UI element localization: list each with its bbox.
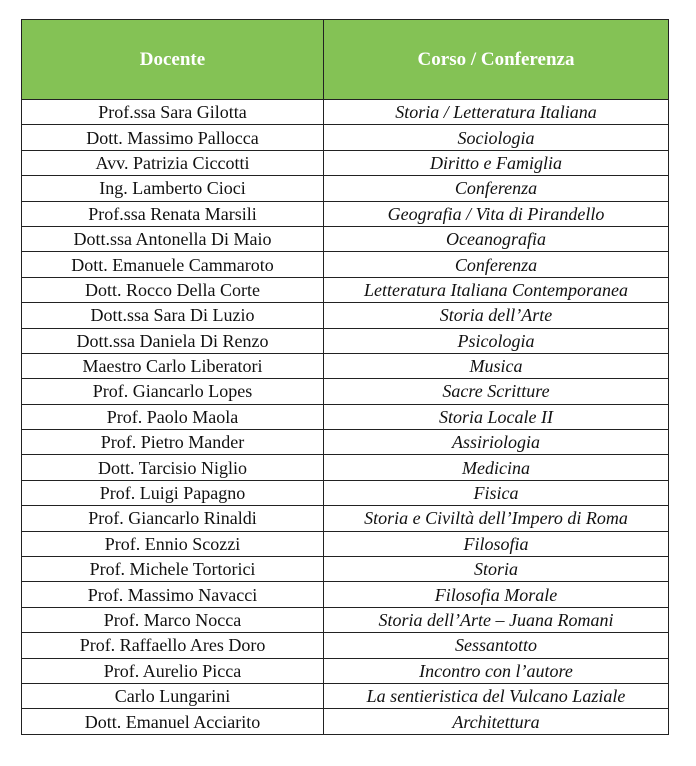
course-cell: Storia dell’Arte	[324, 303, 669, 328]
teachers-table-container	[21, 19, 668, 735]
table-row	[22, 633, 669, 658]
course-cell: Filosofia Morale	[324, 582, 669, 607]
table-row	[22, 176, 669, 201]
course-cell: Diritto e Famiglia	[324, 150, 669, 175]
table-row	[22, 328, 669, 353]
course-cell: Conferenza	[324, 252, 669, 277]
table-row	[22, 506, 669, 531]
teacher-name-cell: Dott. Emanuel Acciarito	[22, 709, 324, 734]
course-cell: Storia dell’Arte – Juana Romani	[324, 607, 669, 632]
course-cell: Storia Locale II	[324, 404, 669, 429]
table-row	[22, 226, 669, 251]
course-cell: Fisica	[324, 480, 669, 505]
teachers-table	[21, 19, 669, 735]
teacher-name-cell: Prof. Giancarlo Rinaldi	[22, 506, 324, 531]
table-row	[22, 150, 669, 175]
table-header-row	[22, 20, 669, 100]
table-row	[22, 353, 669, 378]
teacher-name-cell: Prof. Luigi Papagno	[22, 480, 324, 505]
course-cell: Conferenza	[324, 176, 669, 201]
table-row	[22, 531, 669, 556]
table-row	[22, 557, 669, 582]
course-cell: Architettura	[324, 709, 669, 734]
header-docente: Docente	[22, 20, 324, 100]
teacher-name-cell: Dott. Massimo Pallocca	[22, 125, 324, 150]
course-cell: Storia e Civiltà dell’Impero di Roma	[324, 506, 669, 531]
teacher-name-cell: Prof. Massimo Navacci	[22, 582, 324, 607]
table-row	[22, 430, 669, 455]
table-row	[22, 252, 669, 277]
teacher-name-cell: Prof. Michele Tortorici	[22, 557, 324, 582]
course-cell: Oceanografia	[324, 226, 669, 251]
teacher-name-cell: Dott. Rocco Della Corte	[22, 277, 324, 302]
table-row	[22, 658, 669, 683]
course-cell: La sentieristica del Vulcano Laziale	[324, 683, 669, 708]
teacher-name-cell: Prof. Marco Nocca	[22, 607, 324, 632]
table-row	[22, 404, 669, 429]
teacher-name-cell: Avv. Patrizia Ciccotti	[22, 150, 324, 175]
table-row	[22, 582, 669, 607]
teacher-name-cell: Dott.ssa Sara Di Luzio	[22, 303, 324, 328]
table-row	[22, 100, 669, 125]
table-row	[22, 683, 669, 708]
table-row	[22, 709, 669, 734]
teacher-name-cell: Prof. Pietro Mander	[22, 430, 324, 455]
teacher-name-cell: Prof. Raffaello Ares Doro	[22, 633, 324, 658]
table-row	[22, 277, 669, 302]
teacher-name-cell: Prof. Paolo Maola	[22, 404, 324, 429]
table-row	[22, 379, 669, 404]
course-cell: Filosofia	[324, 531, 669, 556]
teacher-name-cell: Prof. Giancarlo Lopes	[22, 379, 324, 404]
table-row	[22, 303, 669, 328]
course-cell: Sacre Scritture	[324, 379, 669, 404]
course-cell: Storia / Letteratura Italiana	[324, 100, 669, 125]
teacher-name-cell: Prof. Aurelio Picca	[22, 658, 324, 683]
course-cell: Sessantotto	[324, 633, 669, 658]
course-cell: Geografia / Vita di Pirandello	[324, 201, 669, 226]
table-row	[22, 480, 669, 505]
table-row	[22, 455, 669, 480]
header-corso: Corso / Conferenza	[324, 20, 669, 100]
table-row	[22, 201, 669, 226]
teacher-name-cell: Prof.ssa Renata Marsili	[22, 201, 324, 226]
teacher-name-cell: Ing. Lamberto Cioci	[22, 176, 324, 201]
table-row	[22, 607, 669, 632]
teacher-name-cell: Maestro Carlo Liberatori	[22, 353, 324, 378]
teacher-name-cell: Dott. Emanuele Cammaroto	[22, 252, 324, 277]
course-cell: Letteratura Italiana Contemporanea	[324, 277, 669, 302]
teacher-name-cell: Dott.ssa Daniela Di Renzo	[22, 328, 324, 353]
teacher-name-cell: Dott.ssa Antonella Di Maio	[22, 226, 324, 251]
teacher-name-cell: Dott. Tarcisio Niglio	[22, 455, 324, 480]
course-cell: Storia	[324, 557, 669, 582]
table-row	[22, 125, 669, 150]
teacher-name-cell: Prof. Ennio Scozzi	[22, 531, 324, 556]
course-cell: Assiriologia	[324, 430, 669, 455]
course-cell: Incontro con l’autore	[324, 658, 669, 683]
course-cell: Medicina	[324, 455, 669, 480]
table-body	[22, 100, 669, 735]
teacher-name-cell: Prof.ssa Sara Gilotta	[22, 100, 324, 125]
course-cell: Psicologia	[324, 328, 669, 353]
course-cell: Musica	[324, 353, 669, 378]
course-cell: Sociologia	[324, 125, 669, 150]
teacher-name-cell: Carlo Lungarini	[22, 683, 324, 708]
